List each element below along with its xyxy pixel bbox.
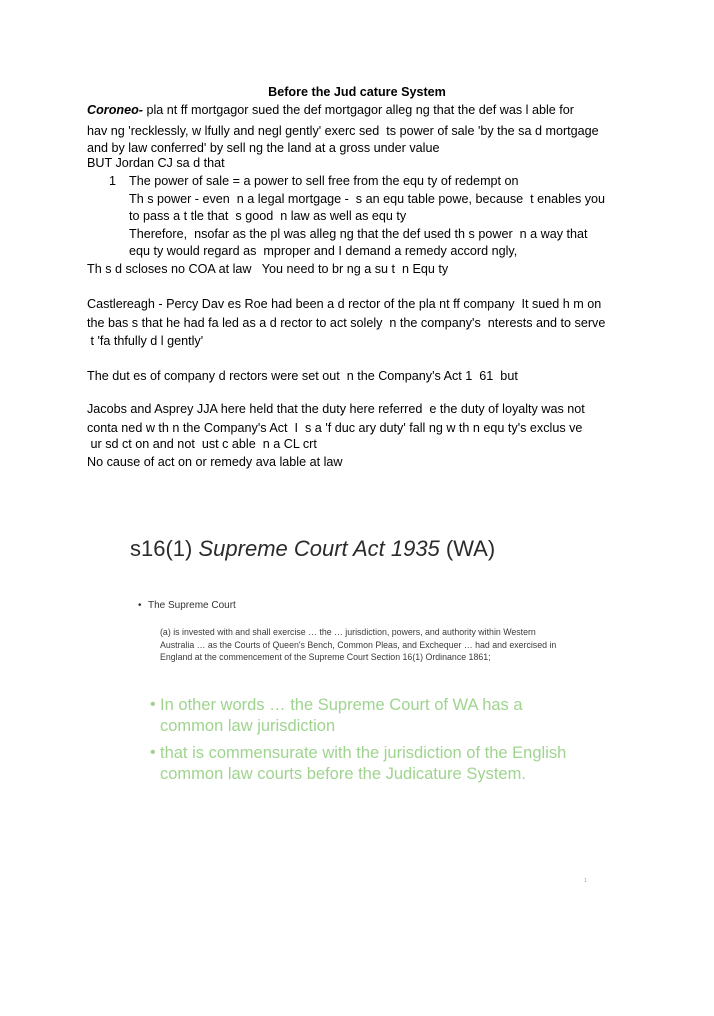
list-item-line-2: Th s power - even n a legal mortgage - s an equ table powe, because t enables you [129,192,606,206]
list-item-line-4: Therefore, nsofar as the pl was alleg ng that the def used th s power n a way that [129,227,588,241]
slide-title [130,536,495,562]
castlereagh-line-1: Castlereagh - Percy Dav es Roe had been a d rector of the pla nt ff company It sued h m on [87,297,602,311]
castlereagh-line-3: t 'fa thfully d l gently' [87,334,204,348]
case-name-coroneo: Coroneo- [87,103,143,117]
slide-page-number: 1 [584,878,587,884]
coroneo-paragraph-line-1 [87,102,574,118]
slide-green-bullet-marker-1: • [150,696,156,713]
coroneo-paragraph-line-3: and by law conferred' by sell ng the land at a gross under value [87,141,440,155]
slide-title-prefix: s16(1) [130,536,199,561]
slide-title-italic: Supreme Court Act 1935 [198,536,440,561]
slide-green-bullet-1: In other words … the Supreme Court of WA has a common law jurisdiction [160,696,523,735]
embedded-slide-image [96,514,628,902]
list-item-line-3: to pass a t tle that s good n law as well as equ ty [129,209,407,223]
castlereagh-line-2: the bas s that he had fa led as a d rector to act solely n the company's nterests and to serve [87,316,606,330]
jacobs-line-2: conta ned w th n the Company's Act I s a 'f duc ary duty' fall ng w th n equ ty's exclus ve [87,421,583,435]
coroneo-paragraph-line-2: hav ng 'recklessly, w lfully and negl gently' exerc sed ts power of sale 'by the sa d mortgage [87,124,599,138]
coroneo-conclusion: Th s d scloses no COA at law You need to br ng a su t n Equ ty [87,262,449,276]
page-title: Before the Jud cature System [268,85,446,99]
list-item-number: 1 [109,174,117,188]
list-item-line-5: equ ty would regard as mproper and I demand a remedy accord ngly, [129,244,518,258]
jacobs-line-4: No cause of act on or remedy ava lable at law [87,455,343,469]
slide-bullet-heading: • The Supreme Court [148,600,236,611]
coroneo-paragraph-line-4: BUT Jordan CJ sa d that [87,156,225,170]
duties-line: The dut es of company d rectors were set out n the Company's Act 1 61 but [87,369,518,383]
slide-green-bullet-marker-2: • [150,744,156,761]
slide-title-suffix: (WA) [439,536,496,561]
jacobs-line-3: ur sd ct on and not ust c able n a CL crt [87,437,317,451]
coroneo-line-1-text: pla nt ff mortgagor sued the def mortgagor alleg ng that the def was l able for [142,103,574,117]
slide-quote: (a) is invested with and shall exercise … the … jurisdiction, powers, and authority within Western Australia … as the Courts of Queen's Bench, Common Pleas, and Exchequer … had and exercised in England at the commencement of the Supreme Court Section 16(1) Ordinance 1861; [160,627,557,663]
jacobs-line-1: Jacobs and Asprey JJA here held that the duty here referred e the duty of loyalty was not [87,402,585,416]
slide-green-bullet-2: that is commensurate with the jurisdiction of the English common law courts before the Judicature System. [160,744,567,783]
list-item-line-1: The power of sale = a power to sell free from the equ ty of redempt on [129,174,519,188]
